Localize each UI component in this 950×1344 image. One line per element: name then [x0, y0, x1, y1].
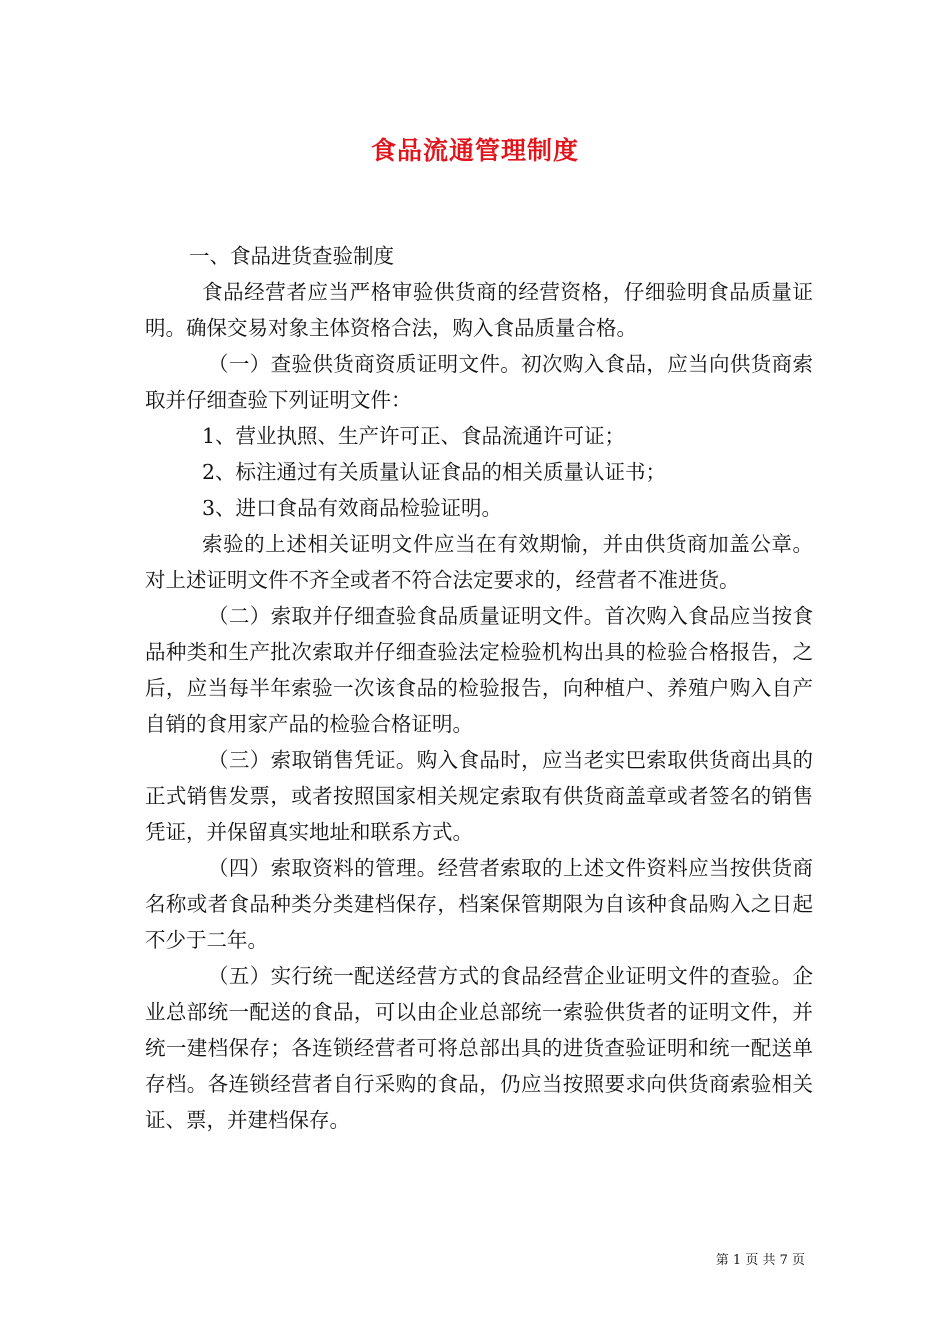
document-title: 食品流通管理制度	[370, 136, 579, 165]
paragraph-validity: 索验的上述相关证明文件应当在有效期愉，并由供货商加盖公章。对上述证明文件不齐全或者不符合法定要求的，经营者不准进货。	[145, 532, 813, 592]
list-item-3: 3、进口食品有效商品检验证明。	[202, 496, 503, 520]
document-body	[145, 238, 813, 1138]
list-item-2: 2、标注通过有关质量认证食品的相关质量认证书；	[202, 460, 667, 484]
paragraph-item-4: （四）索取资料的管理。经营者索取的上述文件资料应当按供货商名称或者食品种类分类建档保存，档案保管期限为自该种食品购入之日起不少于二年。	[145, 856, 813, 952]
paragraph-item-1: （一）查验供货商资质证明文件。初次购入食品，应当向供货商索取并仔细查验下列证明文件：	[145, 352, 813, 412]
section-heading: 一、食品进货查验制度	[189, 244, 394, 268]
paragraph-item-5: （五）实行统一配送经营方式的食品经营企业证明文件的查验。企业总部统一配送的食品，可以由企业总部统一索验供货者的证明文件，并统一建档保存；各连锁经营者可将总部出具的进货查验证明和统一配送单存档。各连锁经营者自行采购的食品，仍应当按照要求向供货商索验相关证、票，并建档保存。	[145, 964, 813, 1132]
paragraph-item-3: （三）索取销售凭证。购入食品时，应当老实巴索取供货商出具的正式销售发票，或者按照国家相关规定索取有供货商盖章或者签名的销售凭证，并保留真实地址和联系方式。	[145, 748, 813, 844]
page-number: 第 1 页 共 7 页	[715, 1253, 805, 1268]
list-item-1: 1、营业执照、生产许可正、食品流通许可证；	[202, 424, 626, 448]
paragraph-intro: 食品经营者应当严格审验供货商的经营资格，仔细验明食品质量证明。确保交易对象主体资格合法，购入食品质量合格。	[145, 280, 813, 340]
paragraph-item-2: （二）索取并仔细查验食品质量证明文件。首次购入食品应当按食品种类和生产批次索取并仔细查验法定检验机构出具的检验合格报告，之后，应当每半年索验一次该食品的检验报告，向种植户、养殖户购入自产自销的食用家产品的检验合格证明。	[145, 604, 813, 736]
